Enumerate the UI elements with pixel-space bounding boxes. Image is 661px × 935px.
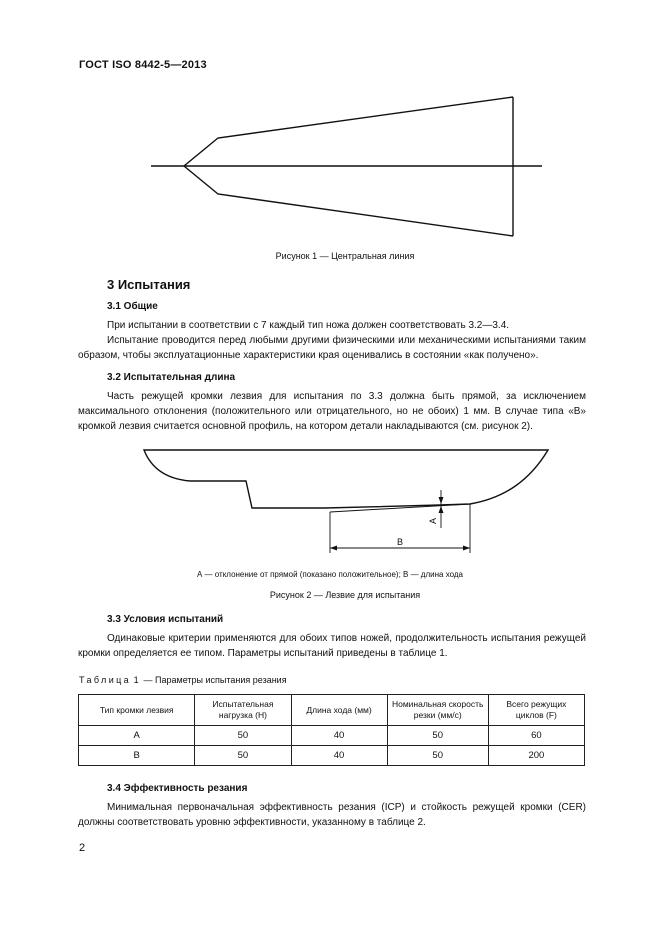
document-header: ГОСТ ISO 8442-5—2013	[79, 59, 207, 71]
page-number: 2	[79, 842, 86, 854]
section-3-1-paragraph-2: Испытание проводится перед любыми другими физическими или механическими испытаниями таким образом, чтобы эксплуатационные характеристики края оценивались в состоянии «как получено».	[78, 335, 586, 361]
table-1	[78, 694, 585, 766]
table-cell: 50	[195, 746, 291, 766]
section-3-2-title: 3.2 Испытательная длина	[107, 372, 236, 383]
arrow-head	[439, 506, 444, 513]
section-3-title: 3 Испытания	[107, 277, 191, 292]
arrow-head	[439, 497, 444, 504]
section-3-3-title: 3.3 Условия испытаний	[107, 614, 224, 625]
figure-2-caption: Рисунок 2 — Лезвие для испытания	[269, 590, 421, 600]
table-row	[79, 746, 585, 766]
section-3-1-paragraph-1: При испытании в соответствии с 7 каждый тип ножа должен соответствовать 3.2—3.4.	[107, 320, 510, 331]
table-cell: 40	[291, 726, 387, 746]
figure-2-blade-drawing	[0, 440, 661, 570]
section-3-3-paragraph-1: Одинаковые критерии применяются для обоих типов ножей, продолжительность испытания режущей кромки определяется ее типом. Параметры испытаний приведены в таблице 1.	[78, 633, 586, 659]
arrow-head	[330, 546, 337, 551]
column-header: Длина хода (мм)	[291, 695, 387, 726]
column-header: Всего режущих циклов (F)	[488, 695, 584, 726]
label-a: А	[428, 517, 438, 524]
table-cell: В	[79, 746, 195, 766]
section-3-4-paragraph-1: Минимальная первоначальная эффективность резания (ICP) и стойкость режущей кромки (CER) должны соответствовать уровню эффективности, указанному в таблице 2.	[78, 802, 586, 828]
column-header: Тип кромки лезвия	[79, 695, 195, 726]
table-title: — Параметры испытания резания	[141, 675, 287, 685]
section-3-2-paragraph-1: Часть режущей кромки лезвия для испытания по 3.3 должна быть прямой, за исключением максимального отклонения (положительного или отрицательного, но не обоих) 1 мм. В случае типа «В» кромкой лезвия считается основной профиль, на котором детали накладываются (см. рисунок 2).	[78, 391, 586, 432]
section-3-4-title: 3.4 Эффективность резания	[107, 783, 248, 794]
table-number: 1	[133, 675, 142, 685]
table-cell: 50	[387, 746, 488, 766]
table-cell: 200	[488, 746, 584, 766]
table-header-row	[79, 695, 585, 726]
table-1-caption	[79, 675, 287, 685]
table-cell: 50	[195, 726, 291, 746]
label-b: В	[397, 537, 404, 547]
figure-1-centerline-drawing	[0, 0, 661, 270]
figure-1-caption: Рисунок 1 — Центральная линия	[275, 251, 415, 261]
table-label: Таблица	[79, 675, 132, 685]
table-cell: 60	[488, 726, 584, 746]
column-header: Номинальная скорость резки (мм/с)	[387, 695, 488, 726]
table-row	[79, 726, 585, 746]
figure-2-note: А — отклонение от прямой (показано положительное); В — длина хода	[197, 570, 463, 579]
section-3-1-title: 3.1 Общие	[107, 301, 158, 312]
arrow-head	[463, 546, 470, 551]
column-header: Испытательная нагрузка (Н)	[195, 695, 291, 726]
table-cell: А	[79, 726, 195, 746]
table-cell: 50	[387, 726, 488, 746]
blade-outline	[144, 450, 548, 508]
table-cell: 40	[291, 746, 387, 766]
